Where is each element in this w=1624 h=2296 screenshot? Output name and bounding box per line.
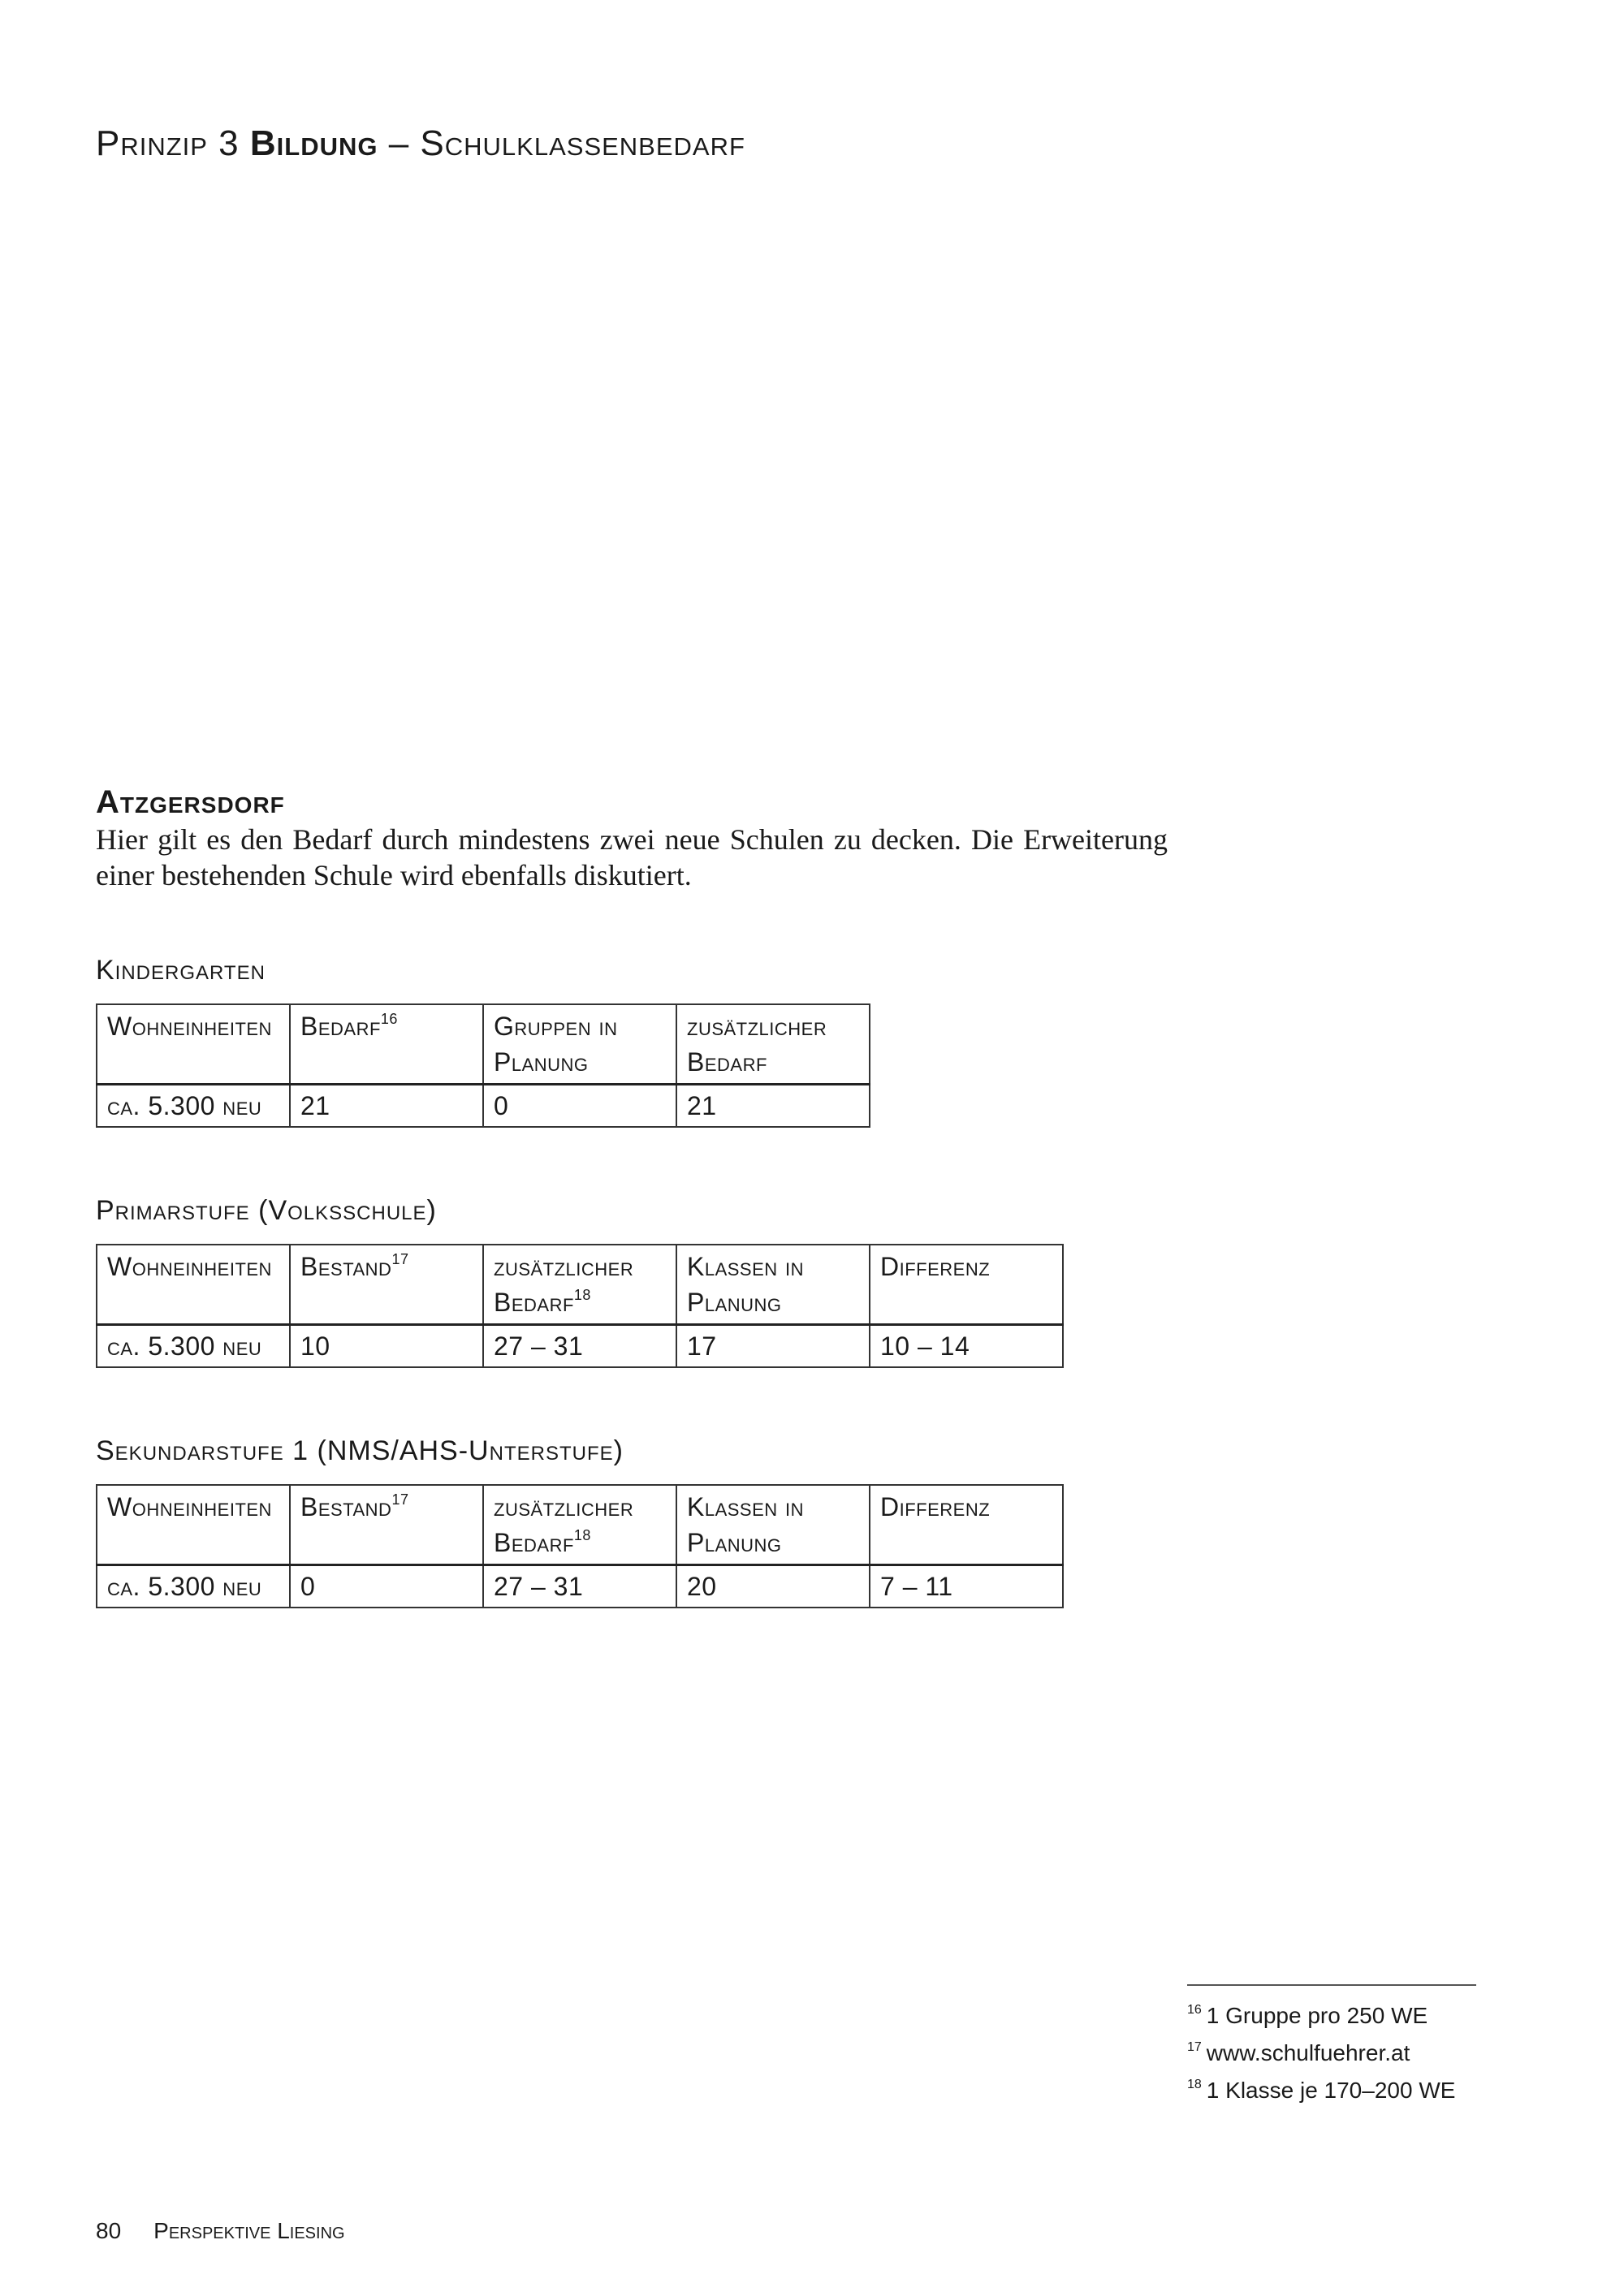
table-header-cell: Bestand$^{17}$ — [290, 1245, 483, 1325]
table-cell: 7 – 11 — [870, 1565, 1063, 1608]
table-cell: 27 – 31 — [483, 1325, 676, 1368]
table-cell: 17 — [676, 1325, 870, 1368]
table-header-cell: Bestand$^{17}$ — [290, 1485, 483, 1565]
table-cell: ca. 5.300 neu — [97, 1325, 290, 1368]
sekundarstufe-table — [96, 1484, 1064, 1608]
table-cell: 0 — [483, 1085, 676, 1128]
table-header-cell: Wohneinheiten — [97, 1245, 290, 1325]
table-header-cell: Differenz — [870, 1245, 1063, 1325]
header-suffix: – Schulklassenbedarf — [378, 123, 745, 163]
page-header — [96, 123, 745, 164]
table-header-cell: Differenz — [870, 1485, 1063, 1565]
footnote-item: $^{17}$ www.schulfuehrer.at — [1187, 2040, 1410, 2065]
table-cell: ca. 5.300 neu — [97, 1565, 290, 1608]
table-header-cell: zusätzlicher Bedarf — [676, 1004, 870, 1085]
table-cell: 10 – 14 — [870, 1325, 1063, 1368]
kindergarten-table — [96, 1003, 870, 1128]
table-header-cell: zusätzlicher Bedarf$^{18}$ — [483, 1485, 676, 1565]
section-title: Atzgersdorf — [96, 784, 285, 820]
table-header-cell: zusätzlicher Bedarf$^{18}$ — [483, 1245, 676, 1325]
primarstufe-table — [96, 1244, 1064, 1368]
primarstufe-label: Primarstufe (Volksschule) — [96, 1195, 437, 1226]
table-header-cell: Klassen in Planung — [676, 1485, 870, 1565]
table-header-cell: Gruppen in Planung — [483, 1004, 676, 1085]
page-number: 80 — [96, 2218, 122, 2243]
table-cell: 27 – 31 — [483, 1565, 676, 1608]
table-cell: 21 — [290, 1085, 483, 1128]
table-cell: ca. 5.300 neu — [97, 1085, 290, 1128]
table-cell: 10 — [290, 1325, 483, 1368]
table-header-row — [97, 1245, 1063, 1325]
table-header-cell: Bedarf$^{16}$ — [290, 1004, 483, 1085]
sekundarstufe-label: Sekundarstufe 1 (NMS/AHS-Unterstufe) — [96, 1435, 624, 1466]
table-header-row — [97, 1004, 870, 1085]
page-footer — [96, 2218, 345, 2244]
footnote-item: $^{16}$ 1 Gruppe pro 250 WE — [1187, 2003, 1428, 2028]
footnote-divider — [1187, 1984, 1476, 1986]
table-row — [97, 1085, 870, 1128]
publication-title: Perspektive Liesing — [153, 2218, 345, 2243]
header-emphasis: Bildung — [249, 123, 378, 163]
table-cell: 21 — [676, 1085, 870, 1128]
section-atzgersdorf — [96, 783, 1168, 893]
table-header-cell: Wohneinheiten — [97, 1004, 290, 1085]
header-prefix: Prinzip 3 — [96, 123, 250, 163]
footnotes — [1187, 1997, 1455, 2109]
footnote-item: $^{18}$ 1 Klasse je 170–200 WE — [1187, 2078, 1456, 2103]
kindergarten-label: Kindergarten — [96, 955, 266, 986]
table-row — [97, 1565, 1063, 1608]
table-row — [97, 1325, 1063, 1368]
section-intro: Hier gilt es den Bedarf durch mindestens zwei neue Schulen zu decken. Die Erweiterung einer bestehenden Schule wird ebenfalls diskutiert. — [96, 823, 1168, 891]
table-cell: 0 — [290, 1565, 483, 1608]
table-cell: 20 — [676, 1565, 870, 1608]
table-header-cell: Wohneinheiten — [97, 1485, 290, 1565]
table-header-cell: Klassen in Planung — [676, 1245, 870, 1325]
table-header-row — [97, 1485, 1063, 1565]
